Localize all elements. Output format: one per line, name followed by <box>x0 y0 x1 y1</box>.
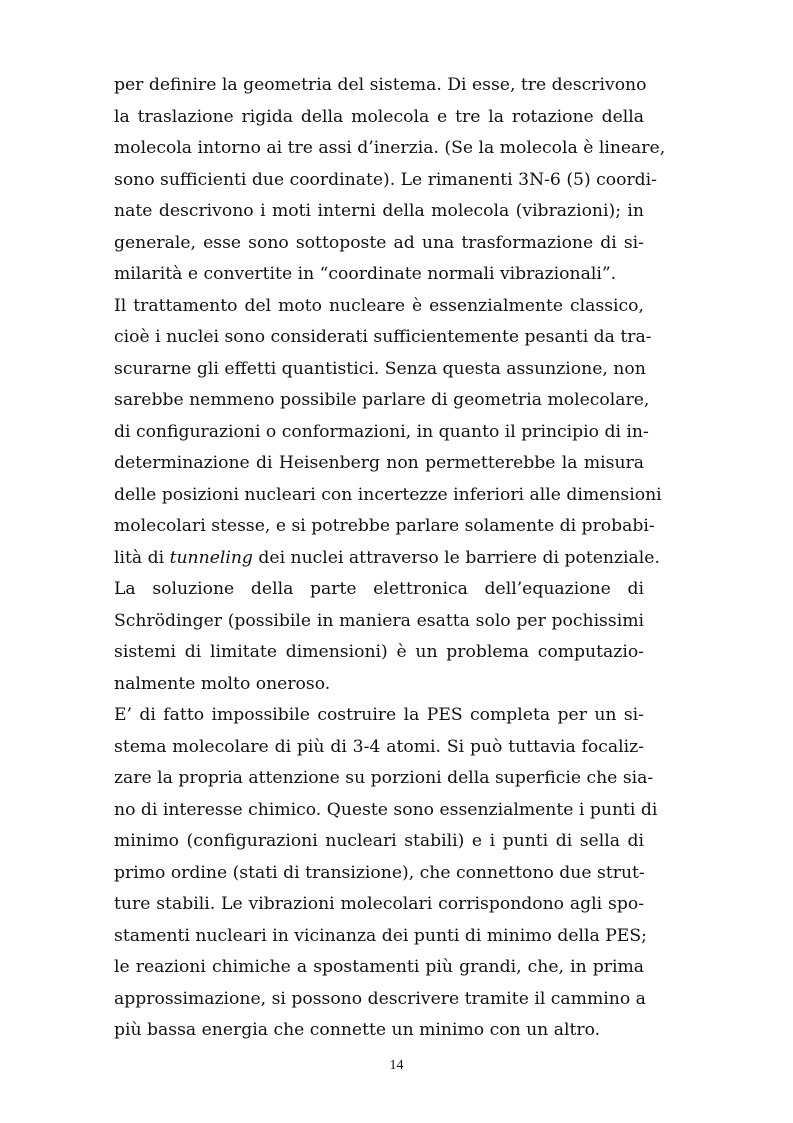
text-line: delle posizioni nucleari con incertezze inferiori alle dimensioni <box>114 484 662 505</box>
text-line: determinazione di Heisenberg non permetterebbe la misura <box>114 453 644 473</box>
text-line: la traslazione rigida della molecola e tre la rotazione della <box>114 106 644 127</box>
text-line: stema molecolare di più di 3-4 atomi. Si può tuttavia focaliz- <box>114 736 644 757</box>
text-line: La soluzione della parte elettronica dell’equazione di <box>114 579 644 599</box>
text-line: nate descrivono i moti interni della molecola (vibrazioni); in <box>114 201 644 221</box>
text-line: approssimazione, si possono descrivere tramite il cammino a <box>114 988 646 1009</box>
text-line: di configurazioni o conformazioni, in quanto il principio di in- <box>114 421 649 442</box>
text-line: per definire la geometria del sistema. Di esse, tre descrivono <box>114 75 647 95</box>
text-line: molecola intorno ai tre assi d’inerzia. (Se la molecola è lineare, <box>114 138 666 158</box>
text-line: sarebbe nemmeno possibile parlare di geometria molecolare, <box>114 390 650 410</box>
text-line: Schrödinger (possibile in maniera esatta solo per pochissimi <box>114 610 644 631</box>
text-line: più bassa energia che connette un minimo con un altro. <box>114 1020 601 1040</box>
emphasized-term: tunneling <box>169 547 253 568</box>
body-text <box>114 70 666 1047</box>
text-span: dei nuclei attraverso le barriere di potenziale. <box>252 547 660 568</box>
text-line: zare la propria attenzione su porzioni della superficie che sia- <box>114 768 654 788</box>
text-line: minimo (configurazioni nucleari stabili) e i punti di sella di <box>114 831 644 851</box>
text-line: nalmente molto oneroso. <box>114 673 331 694</box>
text-line: ture stabili. Le vibrazioni molecolari corrispondono agli spo- <box>114 894 644 914</box>
text-line: scurarne gli effetti quantistici. Senza questa assunzione, non <box>114 358 646 379</box>
text-line: milarità e convertite in “coordinate normali vibrazionali”. <box>114 264 617 284</box>
text-line: primo ordine (stati di transizione), che connettono due strut- <box>114 862 645 883</box>
text-line: no di interesse chimico. Queste sono essenzialmente i punti di <box>114 799 658 820</box>
text-line: cioè i nuclei sono considerati sufficientemente pesanti da tra- <box>114 327 652 347</box>
text-span: lità di <box>114 547 170 568</box>
text-line <box>114 543 660 575</box>
text-line: stamenti nucleari in vicinanza dei punti di minimo della PES; <box>114 925 647 946</box>
text-line: le reazioni chimiche a spostamenti più grandi, che, in prima <box>114 957 644 977</box>
text-line: sono sufficienti due coordinate). Le rimanenti 3N-6 (5) coordi- <box>114 169 657 190</box>
text-line: generale, esse sono sottoposte ad una trasformazione di si- <box>114 232 644 253</box>
text-line: molecolari stesse, e si potrebbe parlare solamente di probabi- <box>114 516 655 536</box>
text-line: Il trattamento del moto nucleare è essenzialmente classico, <box>114 295 644 316</box>
text-line: E’ di fatto impossibile costruire la PES completa per un si- <box>114 705 644 725</box>
page-number: 14 <box>389 1058 404 1073</box>
text-line: sistemi di limitate dimensioni) è un problema computazio- <box>114 642 644 662</box>
